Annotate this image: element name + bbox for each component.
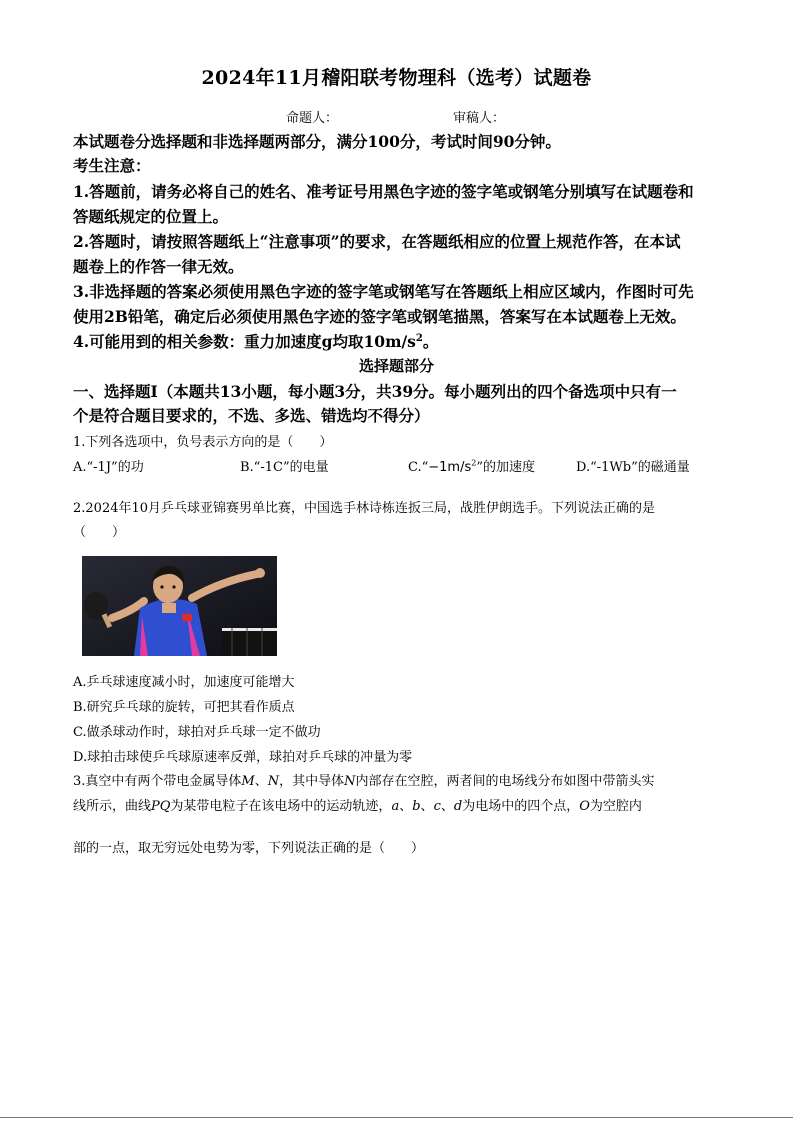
q3-text-2: ，其中导体 [279, 774, 345, 789]
q3-line-3: 部的一点，取无穷远处电势为零，下列说法正确的是（ ） [73, 841, 425, 856]
page-title: 2024年11月稽阳联考物理科（选考）试题卷 [201, 67, 592, 89]
q1-option-b: B.“-1C”的电量 [240, 460, 329, 475]
note-4 [73, 330, 438, 352]
q1-option-d: D.“-1Wb”的磁通量 [576, 460, 690, 475]
q1-option-c [408, 456, 535, 475]
q3-text-7: 为空腔内 [589, 799, 642, 814]
q3-var-O: O [579, 799, 590, 814]
table-tennis-player-photo [82, 556, 277, 656]
q2-stem-line-1: 2.2024年10月乒乓球亚锦赛男单比赛，中国选手林诗栋连扳三局，战胜伊朗选手。下列说法正确的是 [73, 501, 656, 516]
q1-stem: 1.下列各选项中，负号表示方向的是（ ） [73, 435, 333, 450]
q2-option-b: B.研究乒乓球的旋转，可把其看作质点 [73, 700, 295, 715]
note-4-end: 。 [422, 332, 439, 351]
q1-option-c-suffix: ”的加速度 [476, 460, 535, 475]
q3-line-1 [73, 770, 655, 789]
q1-option-c-prefix: C.“ [408, 460, 429, 475]
q3-separator: 、 [254, 774, 268, 789]
q3-var-N: N [267, 774, 280, 789]
q3-dun-1: 、 [399, 799, 413, 814]
q1-option-c-math: −1m/s [428, 460, 472, 475]
q3-line-2 [73, 795, 642, 814]
note-3-line-1: 3.非选择题的答案必须使用黑色字迹的签字笔或钢笔写在答题纸上相应区域内，作图时可先 [73, 282, 694, 301]
intro-text: 本试题卷分选择题和非选择题两部分，满分100分，考试时间90分钟。 [73, 132, 561, 151]
note-3-line-2: 使用2B铅笔，确定后必须使用黑色字迹的签字笔或钢笔描黑，答案写在本试题卷上无效。 [73, 307, 686, 326]
q2-stem-line-2: （ ） [73, 525, 126, 540]
q2-option-c: C.做杀球动作时，球拍对乒乓球一定不做功 [73, 725, 321, 740]
note-4-superscript: 2 [415, 332, 423, 344]
q3-point-a: a [391, 799, 400, 814]
author-label: 命题人： [286, 111, 339, 126]
q3-point-d: d [453, 799, 463, 814]
part1-heading-line-2: 个是符合题目要求的，不选、多选、错选均不得分） [73, 406, 430, 425]
q3-var-M: M [241, 774, 255, 789]
q3-var-N-2: N [344, 774, 356, 789]
q1-option-c-superscript: 2 [471, 458, 477, 468]
q3-text-1: 3.真空中有两个带电金属导体 [73, 774, 242, 789]
q3-text-6: 为电场中的四个点， [462, 799, 580, 814]
q3-point-b: b [412, 799, 421, 814]
q3-text-4: 线所示，曲线 [73, 799, 152, 814]
page-bottom-divider [0, 1117, 793, 1118]
note-2-line-1: 2.答题时，请按照答题纸上“注意事项”的要求，在答题纸相应的位置上规范作答，在本试 [73, 232, 681, 251]
q1-option-a: A.“-1J”的功 [73, 460, 144, 475]
q3-var-PQ: PQ [151, 799, 171, 814]
note-2-line-2: 题卷上的作答一律无效。 [73, 257, 244, 276]
q3-text-5: 为某带电粒子在该电场中的运动轨迹， [170, 799, 392, 814]
part1-heading-line-1: 一、选择题Ⅰ（本题共13小题，每小题3分，共39分。每小题列出的四个备选项中只有一 [73, 382, 677, 401]
q3-dun-3: 、 [440, 799, 454, 814]
note-1-line-1: 1.答题前，请务必将自己的姓名、准考证号用黑色字迹的签字笔或钢笔分别填写在试题卷和 [73, 182, 694, 201]
q2-option-a: A.乒乓球速度减小时，加速度可能增大 [73, 675, 295, 690]
q3-dun-2: 、 [420, 799, 434, 814]
reviewer-label: 审稿人： [453, 111, 506, 126]
section-title: 选择题部分 [358, 357, 434, 375]
q3-point-c: c [433, 799, 441, 814]
note-1-line-2: 答题纸规定的位置上。 [73, 207, 229, 226]
notice-title: 考生注意： [73, 156, 151, 175]
q2-option-d: D.球拍击球使乒乓球原速率反弹，球拍对乒乓球的冲量为零 [73, 750, 413, 765]
q3-text-3: 内部存在空腔，两者间的电场线分布如图中带箭头实 [355, 774, 655, 789]
player-illustration [82, 556, 277, 656]
note-4-text: 4.可能用到的相关参数：重力加速度g均取10m/s [73, 332, 416, 351]
